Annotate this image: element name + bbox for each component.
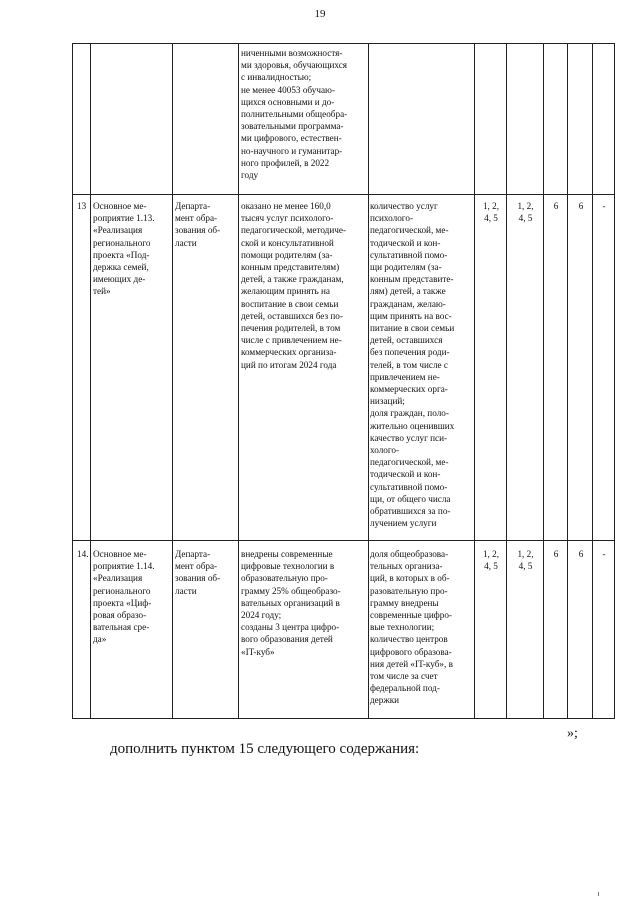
row-14-col-c: 6 [553, 549, 559, 559]
row-14-indicators: доля общеобразова- тельных организа- ций, в которых в об- разовательную про- грамму внедрены современные цифро- вые технологии; количество центров цифрового образова- ния детей «IT-куб», в том числе за счет федеральной под- держки [370, 549, 453, 706]
row-13-measure-name: Основное ме- роприятие 1.13. «Реализация регионального проекта «Под- держка семей, имеющих де- тей» [93, 201, 155, 297]
row-14-col-b: 1, 2, 4, 5 [517, 549, 534, 572]
row-14-number: 14. [77, 549, 89, 559]
row-14-department: Департа- мент обра- зования об- ласти [175, 549, 221, 596]
scan-mark [598, 892, 599, 896]
row-13-col-a: 1, 2, 4, 5 [482, 201, 500, 224]
row-13-number: 13 [77, 201, 87, 211]
row-13-department: Департа- мент обра- зования об- ласти [175, 201, 221, 248]
row-14-col-d: 6 [578, 549, 584, 559]
row-14-col-e: - [602, 549, 606, 559]
measures-table [72, 43, 615, 719]
addition-paragraph: дополнить пунктом 15 следующего содержания: [110, 741, 420, 757]
page-number: 19 [314, 8, 326, 20]
row-13-col-b: 1, 2, 4, 5 [517, 201, 534, 224]
closing-quote: »; [567, 726, 578, 741]
row-14-col-a: 1, 2, 4, 5 [482, 549, 500, 572]
row-14-measure-name: Основное ме- роприятие 1.14. «Реализация регионального проекта «Циф- ровая образо- вательная сре- да» [93, 549, 155, 645]
row-13-indicators: количество услуг психолого- педагогической, ме- тодической и кон- сультативной помо- щи родителям (за- конным представите- лям) детей, а также гражданам, желаю- щим принять на вос- питание в свои семьи детей, оставшихся без попечения роди- телей, в том числе с привлечением не- коммерческих орга- низаций; доля граждан, поло- жительно оценивших качество услуг пси- холого- педагогической, ме- тодической и кон- сультативной помо- щи, от общего числа обратившихся за по- лучением услуги [370, 201, 455, 529]
row-13-result: оказано не менее 160,0 тысяч услуг психолого- педагогической, методиче- ской и консультативной помощи родителям (за- конным представителям) детей, а также гражданам, желающим принять на воспитание в свои семьи детей, оставшихся без по- печения родителей, в том числе с привлечением не- коммерческих организа- ций по итогам 2024 года [241, 201, 347, 370]
row-13-col-c: 6 [553, 201, 559, 211]
row-13-col-e: - [602, 201, 606, 211]
top-row-result: ниченными возможностя- ми здоровья, обучающихся с инвалидностью; не менее 40053 обучаю- щихся основными и до- полнительными общеобра- зовательными программа- ми цифрового, естествен- но-научного и гуманитар- ного профилей, в 2022 году [241, 48, 348, 181]
row-14-result: внедрены современные цифровые технологии в образовательную про- грамму 25% общеобразо- вательных организаций в 2024 году; созданы 3 центра цифро- вого образования детей «IT-куб» [241, 549, 341, 657]
row-13-col-d: 6 [578, 201, 584, 211]
